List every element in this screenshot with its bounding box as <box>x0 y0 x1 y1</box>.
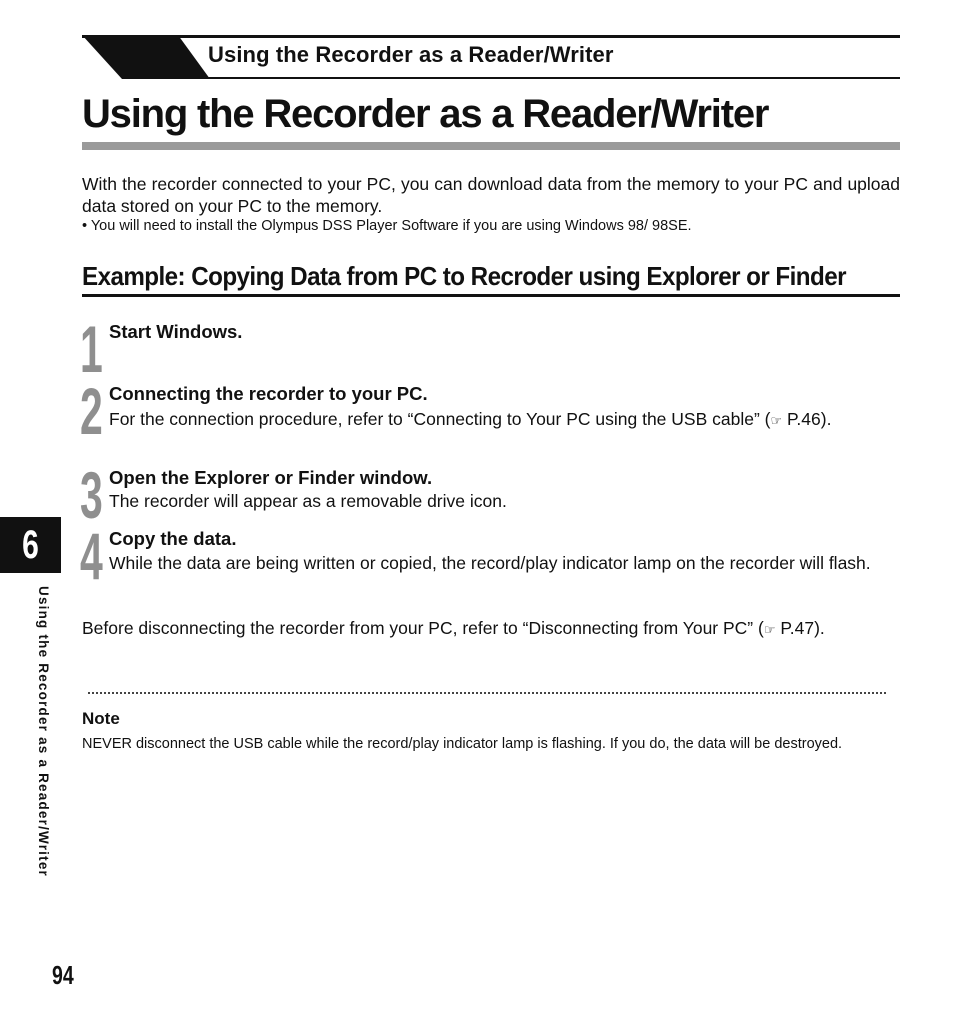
step-title-4: Copy the data. <box>109 528 237 549</box>
intro-paragraph: With the recorder connected to your PC, you can download data from the memory to your PC and upload data stored on your PC to the memory. <box>82 174 900 216</box>
step-number-1: 1 <box>80 312 103 386</box>
step-description-2-text: For the connection procedure, refer to “Connecting to Your PC using the USB cable” ( <box>109 409 771 429</box>
step-description-2 <box>109 408 900 432</box>
note-label: Note <box>82 709 120 728</box>
chapter-tab <box>0 517 61 573</box>
header-title: Using the Recorder as a Reader/Writer <box>208 42 614 67</box>
page-reference-icon: ☞ <box>770 413 783 428</box>
disconnect-paragraph-text: Before disconnecting the recorder from your PC, refer to “Disconnecting from Your PC” ( <box>82 618 764 638</box>
step-title-2: Connecting the recorder to your PC. <box>109 383 428 404</box>
page-reference-icon: ☞ <box>763 622 776 637</box>
note-dotted-divider <box>88 692 886 694</box>
step-number-4: 4 <box>80 519 103 593</box>
intro-bullet: • You will need to install the Olympus DSS Player Software if you are using Windows 98/ 98SE. <box>82 218 692 234</box>
note-text: NEVER disconnect the USB cable while the record/play indicator lamp is flashing. If you do, the data will be destroyed. <box>82 736 843 752</box>
disconnect-paragraph-ref: P.47). <box>775 618 825 638</box>
step-title-1: Start Windows. <box>109 321 243 342</box>
header-bottom-rule <box>202 77 900 79</box>
step-description-2-ref: P.46). <box>782 409 832 429</box>
section-rule <box>82 294 900 297</box>
section-heading: Example: Copying Data from PC to Recroder using Explorer or Finder <box>82 261 846 291</box>
step-number-2: 2 <box>80 374 103 448</box>
chapter-number: 6 <box>22 523 39 567</box>
step-title-3: Open the Explorer or Finder window. <box>109 467 433 488</box>
disconnect-paragraph <box>82 617 900 641</box>
title-rule <box>82 142 900 150</box>
header-banner <box>82 35 900 81</box>
page-title: Using the Recorder as a Reader/Writer <box>82 92 769 136</box>
step-description-3: The recorder will appear as a removable drive icon. <box>109 491 507 511</box>
page-number: 94 <box>52 960 74 990</box>
side-chapter-label: Using the Recorder as a Reader/Writer <box>36 586 51 877</box>
step-number-3: 3 <box>80 458 103 532</box>
step-description-4: While the data are being written or copied, the record/play indicator lamp on the recorder will flash. <box>109 553 871 573</box>
header-wedge-shape <box>82 35 212 81</box>
